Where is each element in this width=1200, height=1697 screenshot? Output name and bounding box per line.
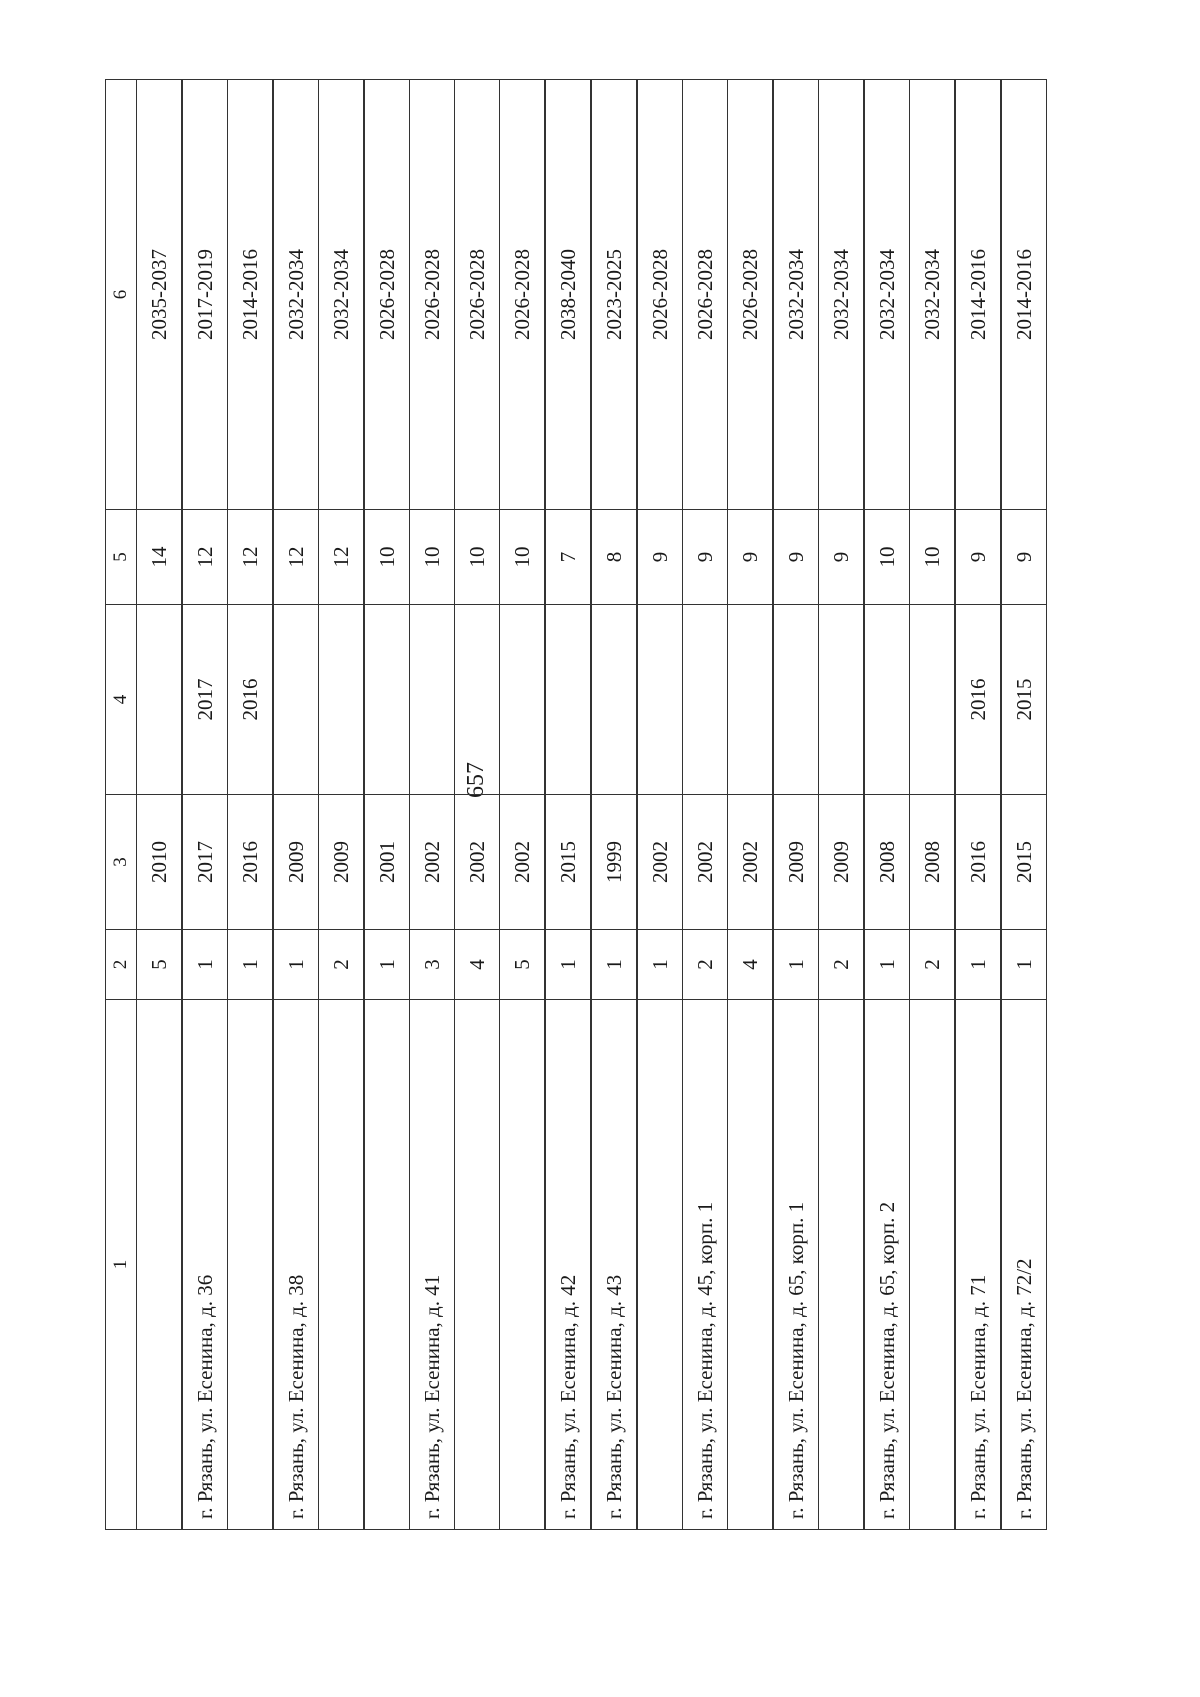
cell-planned-period: 2032-2034 [273, 80, 319, 510]
cell-year-installed: 2009 [773, 795, 819, 930]
cell-address [364, 1000, 410, 1530]
table-row [410, 80, 455, 1530]
elevator-replacement-table [105, 79, 1047, 1530]
cell-planned-period: 2032-2034 [819, 80, 865, 510]
cell-planned-period: 2014-2016 [955, 80, 1001, 510]
cell-year-replaced [273, 605, 319, 795]
cell-planned-period: 2023-2025 [591, 80, 637, 510]
cell-year-installed: 2016 [228, 795, 274, 930]
header-cell-col-3: 3 [106, 795, 137, 930]
cell-address: г. Рязань, ул. Есенина, д. 65, корп. 1 [773, 1000, 819, 1530]
table-row [228, 80, 274, 1530]
cell-floors: 10 [864, 510, 910, 605]
cell-planned-period: 2017-2019 [182, 80, 228, 510]
cell-year-installed: 2010 [137, 795, 183, 930]
table-row [182, 80, 228, 1530]
cell-planned-period: 2032-2034 [910, 80, 956, 510]
cell-planned-period: 2026-2028 [410, 80, 455, 510]
cell-floors: 10 [364, 510, 410, 605]
cell-floors: 9 [955, 510, 1001, 605]
cell-elevator-no: 2 [319, 930, 365, 1000]
table-row [137, 80, 183, 1530]
cell-year-installed: 2008 [864, 795, 910, 930]
table-row [955, 80, 1001, 1530]
cell-year-replaced [864, 605, 910, 795]
header-cell-col-6: 6 [106, 80, 137, 510]
cell-address: г. Рязань, ул. Есенина, д. 42 [545, 1000, 591, 1530]
table-row [455, 80, 500, 1530]
cell-year-installed: 2002 [683, 795, 728, 930]
cell-elevator-no: 4 [728, 930, 774, 1000]
table-row [864, 80, 910, 1530]
cell-elevator-no: 2 [683, 930, 728, 1000]
cell-address [728, 1000, 774, 1530]
cell-address [500, 1000, 546, 1530]
cell-year-replaced: 2015 [1001, 605, 1047, 795]
cell-floors: 9 [683, 510, 728, 605]
cell-planned-period: 2032-2034 [864, 80, 910, 510]
cell-year-installed: 2017 [182, 795, 228, 930]
cell-floors: 10 [500, 510, 546, 605]
cell-year-replaced [910, 605, 956, 795]
cell-address [228, 1000, 274, 1530]
cell-year-replaced [819, 605, 865, 795]
cell-year-installed: 2002 [455, 795, 500, 930]
cell-floors: 10 [410, 510, 455, 605]
cell-elevator-no: 1 [1001, 930, 1047, 1000]
cell-year-installed: 1999 [591, 795, 637, 930]
cell-planned-period: 2026-2028 [500, 80, 546, 510]
cell-elevator-no: 1 [773, 930, 819, 1000]
page-number: 657 [463, 762, 489, 798]
cell-address [637, 1000, 683, 1530]
cell-address [455, 1000, 500, 1530]
cell-planned-period: 2014-2016 [1001, 80, 1047, 510]
cell-planned-period: 2026-2028 [637, 80, 683, 510]
table-row [364, 80, 410, 1530]
cell-planned-period: 2026-2028 [455, 80, 500, 510]
cell-floors: 8 [591, 510, 637, 605]
table-row [273, 80, 319, 1530]
cell-year-replaced [637, 605, 683, 795]
header-cell-col-2: 2 [106, 930, 137, 1000]
cell-year-replaced [455, 605, 500, 795]
cell-year-replaced [728, 605, 774, 795]
cell-year-installed: 2001 [364, 795, 410, 930]
cell-year-installed: 2015 [1001, 795, 1047, 930]
cell-elevator-no: 2 [910, 930, 956, 1000]
cell-elevator-no: 5 [137, 930, 183, 1000]
cell-elevator-no: 1 [228, 930, 274, 1000]
table-row [591, 80, 637, 1530]
cell-year-replaced [545, 605, 591, 795]
header-cell-col-1: 1 [106, 1000, 137, 1530]
cell-floors: 14 [137, 510, 183, 605]
cell-year-replaced [319, 605, 365, 795]
cell-floors: 12 [182, 510, 228, 605]
cell-address: г. Рязань, ул. Есенина, д. 71 [955, 1000, 1001, 1530]
cell-year-replaced: 2016 [955, 605, 1001, 795]
table-row [500, 80, 546, 1530]
cell-address [819, 1000, 865, 1530]
cell-elevator-no: 2 [819, 930, 865, 1000]
cell-elevator-no: 3 [410, 930, 455, 1000]
cell-address [910, 1000, 956, 1530]
cell-floors: 9 [728, 510, 774, 605]
cell-elevator-no: 1 [955, 930, 1001, 1000]
cell-elevator-no: 1 [182, 930, 228, 1000]
cell-year-replaced [500, 605, 546, 795]
rotated-table-container [105, 80, 1047, 1530]
cell-planned-period: 2026-2028 [364, 80, 410, 510]
cell-floors: 7 [545, 510, 591, 605]
cell-floors: 9 [637, 510, 683, 605]
cell-floors: 9 [819, 510, 865, 605]
cell-planned-period: 2032-2034 [319, 80, 365, 510]
cell-elevator-no: 1 [591, 930, 637, 1000]
cell-planned-period: 2032-2034 [773, 80, 819, 510]
cell-elevator-no: 1 [864, 930, 910, 1000]
header-cell-col-5: 5 [106, 510, 137, 605]
table-row [728, 80, 774, 1530]
cell-year-installed: 2015 [545, 795, 591, 930]
cell-year-installed: 2016 [955, 795, 1001, 930]
cell-address [319, 1000, 365, 1530]
header-cell-col-4: 4 [106, 605, 137, 795]
cell-planned-period: 2014-2016 [228, 80, 274, 510]
table-row [773, 80, 819, 1530]
cell-address: г. Рязань, ул. Есенина, д. 65, корп. 2 [864, 1000, 910, 1530]
cell-year-installed: 2009 [319, 795, 365, 930]
cell-year-replaced [591, 605, 637, 795]
table-row [819, 80, 865, 1530]
cell-year-replaced [773, 605, 819, 795]
cell-year-replaced [410, 605, 455, 795]
cell-address: г. Рязань, ул. Есенина, д. 41 [410, 1000, 455, 1530]
cell-planned-period: 2038-2040 [545, 80, 591, 510]
cell-floors: 12 [228, 510, 274, 605]
cell-elevator-no: 4 [455, 930, 500, 1000]
cell-floors: 9 [1001, 510, 1047, 605]
cell-address: г. Рязань, ул. Есенина, д. 45, корп. 1 [683, 1000, 728, 1530]
cell-year-installed: 2002 [728, 795, 774, 930]
cell-elevator-no: 1 [364, 930, 410, 1000]
cell-floors: 10 [910, 510, 956, 605]
table-row [637, 80, 683, 1530]
cell-year-installed: 2009 [273, 795, 319, 930]
table-row [910, 80, 956, 1530]
cell-year-replaced: 2017 [182, 605, 228, 795]
cell-floors: 10 [455, 510, 500, 605]
cell-year-installed: 2002 [637, 795, 683, 930]
cell-year-installed: 2009 [819, 795, 865, 930]
cell-year-installed: 2002 [500, 795, 546, 930]
cell-elevator-no: 5 [500, 930, 546, 1000]
cell-floors: 12 [273, 510, 319, 605]
cell-planned-period: 2026-2028 [683, 80, 728, 510]
cell-floors: 12 [319, 510, 365, 605]
cell-elevator-no: 1 [637, 930, 683, 1000]
cell-address: г. Рязань, ул. Есенина, д. 72/2 [1001, 1000, 1047, 1530]
cell-address: г. Рязань, ул. Есенина, д. 38 [273, 1000, 319, 1530]
cell-elevator-no: 1 [273, 930, 319, 1000]
cell-year-installed: 2008 [910, 795, 956, 930]
table-row [545, 80, 591, 1530]
cell-floors: 9 [773, 510, 819, 605]
cell-planned-period: 2026-2028 [728, 80, 774, 510]
table-row [683, 80, 728, 1530]
cell-year-replaced [683, 605, 728, 795]
cell-address: г. Рязань, ул. Есенина, д. 43 [591, 1000, 637, 1530]
table-header-row [106, 80, 137, 1530]
cell-address: г. Рязань, ул. Есенина, д. 36 [182, 1000, 228, 1530]
table-row [319, 80, 365, 1530]
cell-year-replaced: 2016 [228, 605, 274, 795]
cell-year-replaced [364, 605, 410, 795]
cell-year-installed: 2002 [410, 795, 455, 930]
cell-address [137, 1000, 183, 1530]
cell-year-replaced [137, 605, 183, 795]
cell-elevator-no: 1 [545, 930, 591, 1000]
table-row [1001, 80, 1047, 1530]
cell-planned-period: 2035-2037 [137, 80, 183, 510]
